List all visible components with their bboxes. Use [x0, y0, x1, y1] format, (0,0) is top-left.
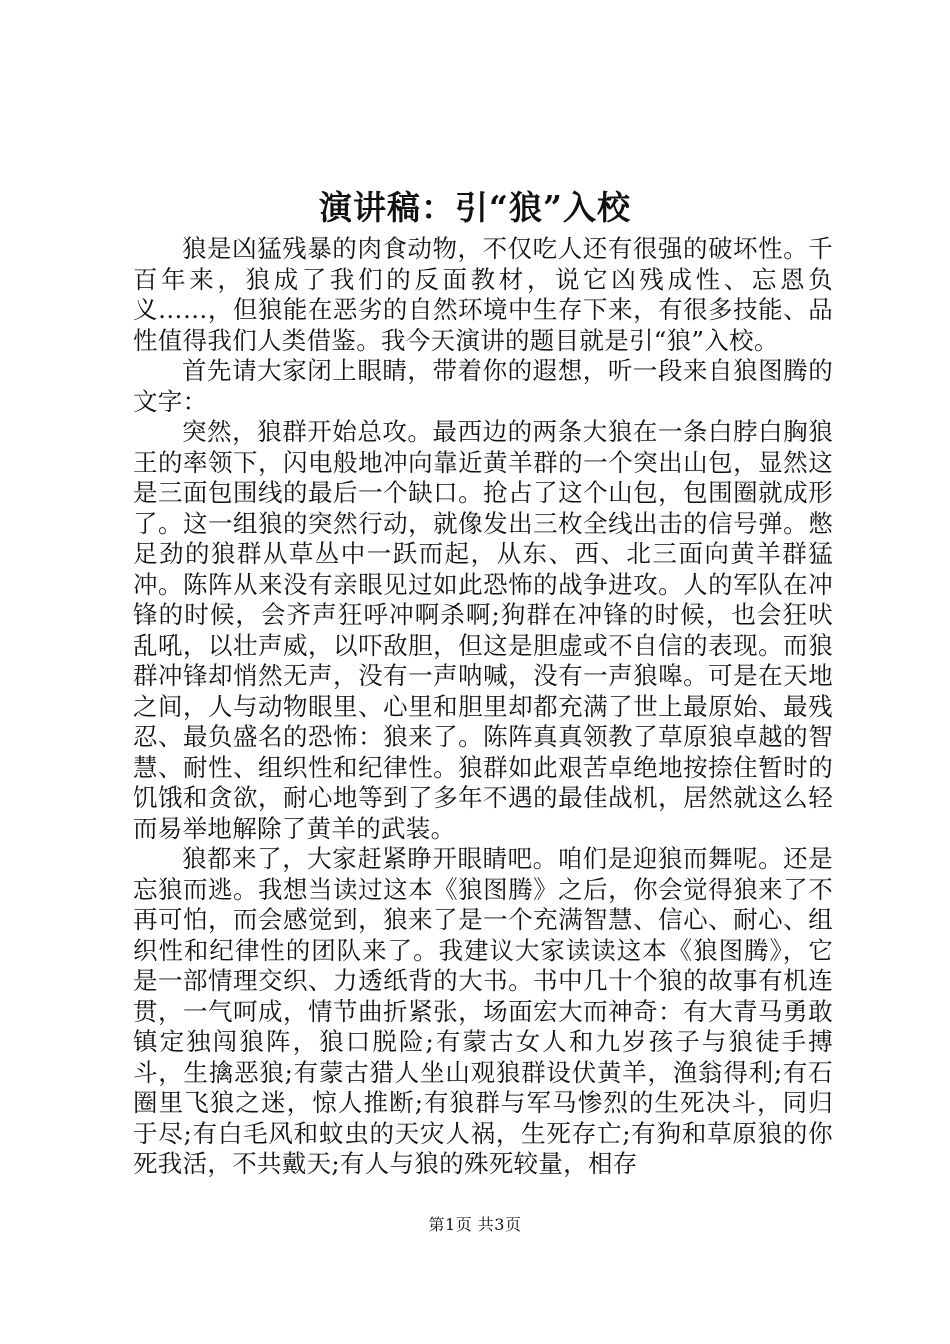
paragraph-3: 突然，狼群开始总攻。最西边的两条大狼在一条白脖白胸狼王的率领下，闪电般地冲向靠近黄羊群的一个突出山包，显然这是三面包围线的最后一个缺口。抢占了这个山包，包围圈就成形了。这一组狼的突然行动，就像发出三枚全线出击的信号弹。憋足劲的狼群从草丛中一跃而起，从东、西、北三面向黄羊群猛冲。陈阵从来没有亲眼见过如此恐怖的战争进攻。人的军队在冲锋的时候，会齐声狂呼冲啊杀啊;狗群在冲锋的时候，也会狂吠乱吼，以壮声威，以吓敌胆，但这是胆虚或不自信的表现。而狼群冲锋却悄然无声，没有一声呐喊，没有一声狼嗥。可是在天地之间，人与动物眼里、心里和胆里却都充满了世上最原始、最残忍、最负盛名的恐怖：狼来了。陈阵真真领教了草原狼卓越的智慧、耐性、组织性和纪律性。狼群如此艰苦卓绝地按捺住暂时的饥饿和贪欲，耐心地等到了多年不遇的最佳战机，居然就这么轻而易举地解除了黄羊的武装。 — [133, 417, 833, 843]
paragraph-4: 狼都来了，大家赶紧睁开眼睛吧。咱们是迎狼而舞呢。还是忘狼而逃。我想当读过这本《狼图腾》之后，你会觉得狼来了不再可怕，而会感觉到，狼来了是一个充满智慧、信心、耐心、组织性和纪律性的团队来了。我建议大家读读这本《狼图腾》，它是一部情理交织、力透纸背的大书。书中几十个狼的故事有机连贯，一气呵成，情节曲折紧张，场面宏大而神奇：有大青马勇敢镇定独闯狼阵，狼口脱险;有蒙古女人和九岁孩子与狼徒手搏斗，生擒恶狼;有蒙古猎人坐山观狼群设伏黄羊，渔翁得利;有石圈里飞狼之迷，惊人推断;有狼群与军马惨烈的生死决斗，同归于尽;有白毛风和蚊虫的天灾人祸，生死存亡;有狗和草原狼的你死我活，不共戴天;有人与狼的殊死较量，相存 — [133, 844, 833, 1178]
page-footer: 第1页 共3页 — [428, 1215, 522, 1234]
paragraph-2: 首先请大家闭上眼睛，带着你的遐想，听一段来自狼图腾的文字： — [133, 356, 833, 416]
document-body — [133, 234, 833, 1180]
page-title: 演讲稿：引“狼”入校 — [319, 188, 631, 227]
paragraph-1: 狼是凶猛残暴的肉食动物，不仅吃人还有很强的破坏性。千百年来，狼成了我们的反面教材，说它凶残成性、忘恩负义……，但狼能在恶劣的自然环境中生存下来，有很多技能、品性值得我们人类借鉴。我今天演讲的题目就是引“狼”入校。 — [133, 234, 833, 355]
